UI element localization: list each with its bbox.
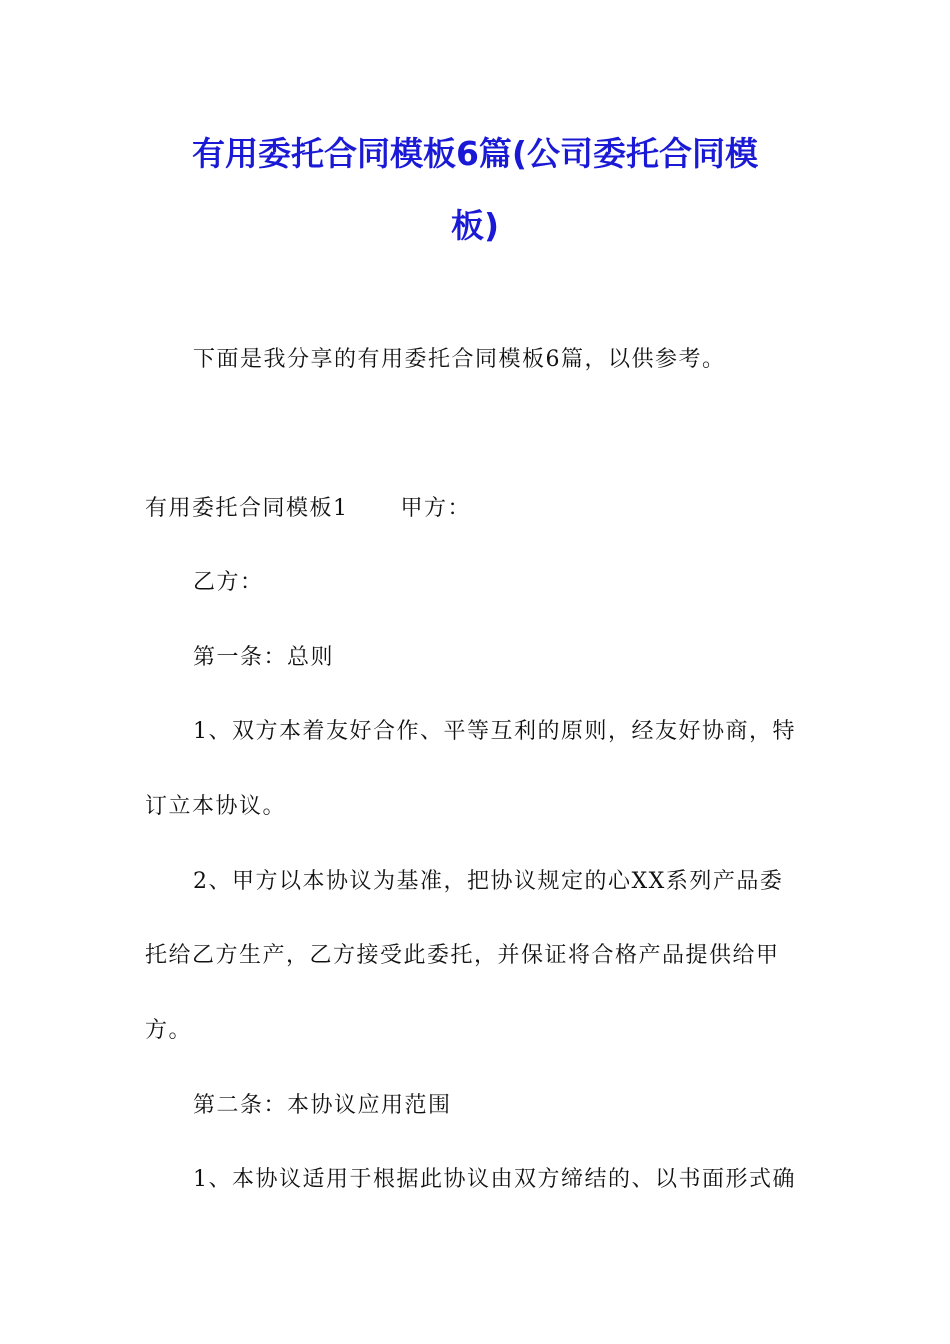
template-heading-row — [145, 494, 471, 524]
article2-title: 第二条：本协议应用范围 — [193, 1093, 452, 1118]
article1-item2-line1: 2、甲方以本协议为基准，把协议规定的心XX系列产品委 — [193, 869, 784, 894]
article1-title: 第一条：总则 — [193, 645, 335, 670]
article1-item2-line3: 方。 — [145, 1018, 193, 1043]
party-a-label: 甲方： — [400, 496, 472, 521]
document-title-line2: 板) — [450, 206, 500, 245]
template1-heading: 有用委托合同模板1 — [145, 496, 349, 521]
article1-item1-line1: 1、双方本着友好合作、平等互利的原则，经友好协商，特 — [193, 719, 796, 744]
article1-item2-line2: 托给乙方生产，乙方接受此委托，并保证将合格产品提供给甲 — [145, 943, 780, 968]
party-b-label: 乙方： — [193, 570, 264, 595]
document-title-line1: 有用委托合同模板6篇(公司委托合同模 — [191, 134, 759, 173]
article2-item1-line1: 1、本协议适用于根据此协议由双方缔结的、以书面形式确 — [193, 1167, 796, 1192]
article1-item1-line2: 订立本协议。 — [145, 794, 287, 819]
intro-paragraph: 下面是我分享的有用委托合同模板6篇，以供参考。 — [193, 347, 726, 372]
